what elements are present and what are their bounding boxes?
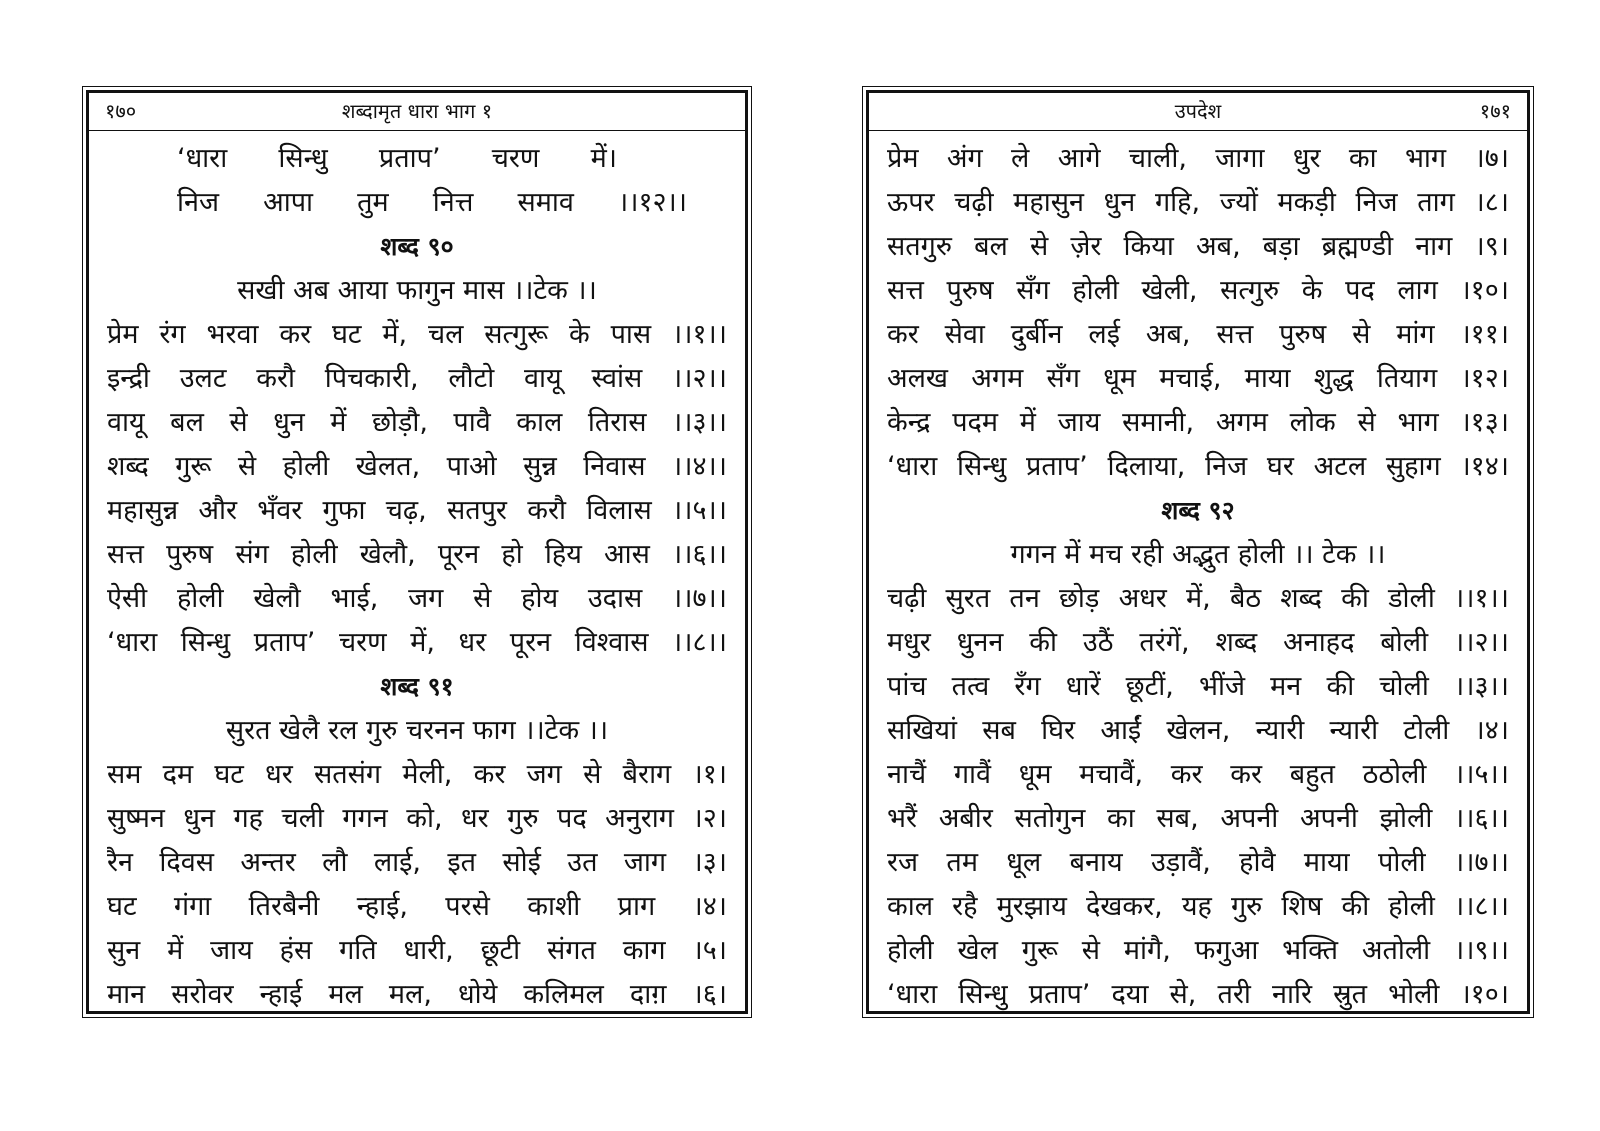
verse-line: महासुन्न और भँवर गुफा चढ़, सतपुर करौ विलास ।।५।। (107, 495, 727, 526)
left-page-title: शब्दामृत धारा भाग १ (341, 99, 493, 123)
verse-line: प्रेम अंग ले आगे चाली, जागा धुर का भाग ।७। (887, 143, 1509, 174)
verse-line: काल रहै मुरझाय देखकर, यह गुरु शिष की होली ।।८।। (887, 891, 1509, 922)
verse-line: घट गंगा तिरबैनी न्हाई, परसे काशी प्राग ।४। (107, 891, 727, 922)
section-heading: शब्द ९१ (380, 672, 454, 701)
verse-line: केन्द्र पदम में जाय समानी, अगम लोक से भाग ।१३। (887, 407, 1509, 438)
verse-line: मान सरोवर न्हाई मल मल, धोये कलिमल दाग़ ।६। (107, 979, 727, 1010)
verse-line: वायू बल से धुन में छोड़ौ, पावै काल तिरास ।।३।। (107, 407, 727, 438)
verse-line: सत्त पुरुष संग होली खेलौ, पूरन हो हिय आस ।।६।। (107, 539, 727, 570)
verse-line: पांच तत्व रँग धारें छूटीं, भींजे मन की चोली ।।३।। (887, 671, 1509, 702)
verse-line: ‘धारा सिन्धु प्रताप’ दिलाया, निज घर अटल सुहाग ।१४। (887, 451, 1509, 482)
verse-line: ‘धारा सिन्धु प्रताप’ दया से, तरी नारि स्रुत भोली ।१०। (887, 979, 1509, 1010)
section-heading: शब्द ९२ (1161, 496, 1235, 525)
verse-line: ऊपर चढ़ी महासुन धुन गहि, ज्यों मकड़ी निज ताग ।८। (887, 187, 1509, 218)
verse-line: नाचैं गावैं धूम मचावैं, कर कर बहुत ठठोली ।।५।। (887, 759, 1509, 790)
right-page-header (869, 93, 1527, 131)
verse-line: ऐसी होली खेलौ भाई, जग से होय उदास ।।७।। (107, 583, 727, 614)
left-page (86, 90, 748, 1014)
verse-line: ‘धारा सिन्धु प्रताप’ चरण में। (177, 143, 617, 174)
verse-line: निज आपा तुम नित्त समाव ।।१२।। (177, 187, 687, 218)
verse-line: अलख अगम सँग धूम मचाई, माया शुद्ध तियाग ।१२। (887, 363, 1509, 394)
verse-line: सुष्मन धुन गह चली गगन को, धर गुरु पद अनुराग ।२। (107, 803, 727, 834)
right-page (866, 90, 1530, 1014)
verse-line: मधुर धुनन की उठैं तरंगें, शब्द अनाहद बोली ।।२।। (887, 627, 1509, 658)
verse-line: ‘धारा सिन्धु प्रताप’ चरण में, धर पूरन विश्वास ।।८।। (107, 627, 727, 658)
verse-line: रैन दिवस अन्तर लौ लाई, इत सोई उत जाग ।३। (107, 847, 727, 878)
verse-line: होली खेल गुरू से मांगै, फगुआ भक्ति अतोली ।।९।। (887, 935, 1509, 966)
right-page-title: उपदेश (1174, 99, 1222, 123)
verse-line: इन्द्री उलट करौ पिचकारी, लौटो वायू स्वांस ।।२।। (107, 363, 727, 394)
verse-line: चढ़ी सुरत तन छोड़ अधर में, बैठ शब्द की डोली ।।१।। (887, 583, 1509, 614)
verse-line: सुन में जाय हंस गति धारी, छूटी संगत काग ।५। (107, 935, 727, 966)
verse-line: सुरत खेलै रल गुरु चरनन फाग ।।टेक ।। (225, 715, 609, 746)
section-heading: शब्द ९० (380, 232, 454, 261)
verse-line: कर सेवा दुर्बीन लई अब, सत्त पुरुष से मांग ।११। (887, 319, 1509, 350)
right-page-number: १७१ (1479, 99, 1511, 123)
right-page-content (869, 131, 1527, 1017)
verse-line: गगन में मच रही अद्भुत होली ।। टेक ।। (1010, 539, 1386, 570)
verse-line: सखी अब आया फागुन मास ।।टेक ।। (237, 275, 597, 306)
verse-line: शब्द गुरू से होली खेलत, पाओ सुन्न निवास ।।४।। (107, 451, 727, 482)
left-page-number: १७० (105, 99, 137, 123)
verse-line: सत्त पुरुष सँग होली खेली, सत्गुरु के पद लाग ।१०। (887, 275, 1509, 306)
left-page-content (89, 131, 745, 1017)
verse-line: सम दम घट धर सतसंग मेली, कर जग से बैराग ।१। (107, 759, 727, 790)
verse-line: सतगुरु बल से ज़ेर किया अब, बड़ा ब्रह्मण्डी नाग ।९। (887, 231, 1509, 262)
verse-line: भरैं अबीर सतोगुन का सब, अपनी अपनी झोली ।।६।। (887, 803, 1509, 834)
verse-line: रज तम धूल बनाय उड़ावैं, होवै माया पोली ।।७।। (887, 847, 1509, 878)
verse-line: प्रेम रंग भरवा कर घट में, चल सत्गुरू के पास ।।१।। (107, 319, 727, 350)
verse-line: सखियां सब घिर आईं खेलन, न्यारी न्यारी टोली ।४। (887, 715, 1509, 746)
left-page-header (89, 93, 745, 131)
